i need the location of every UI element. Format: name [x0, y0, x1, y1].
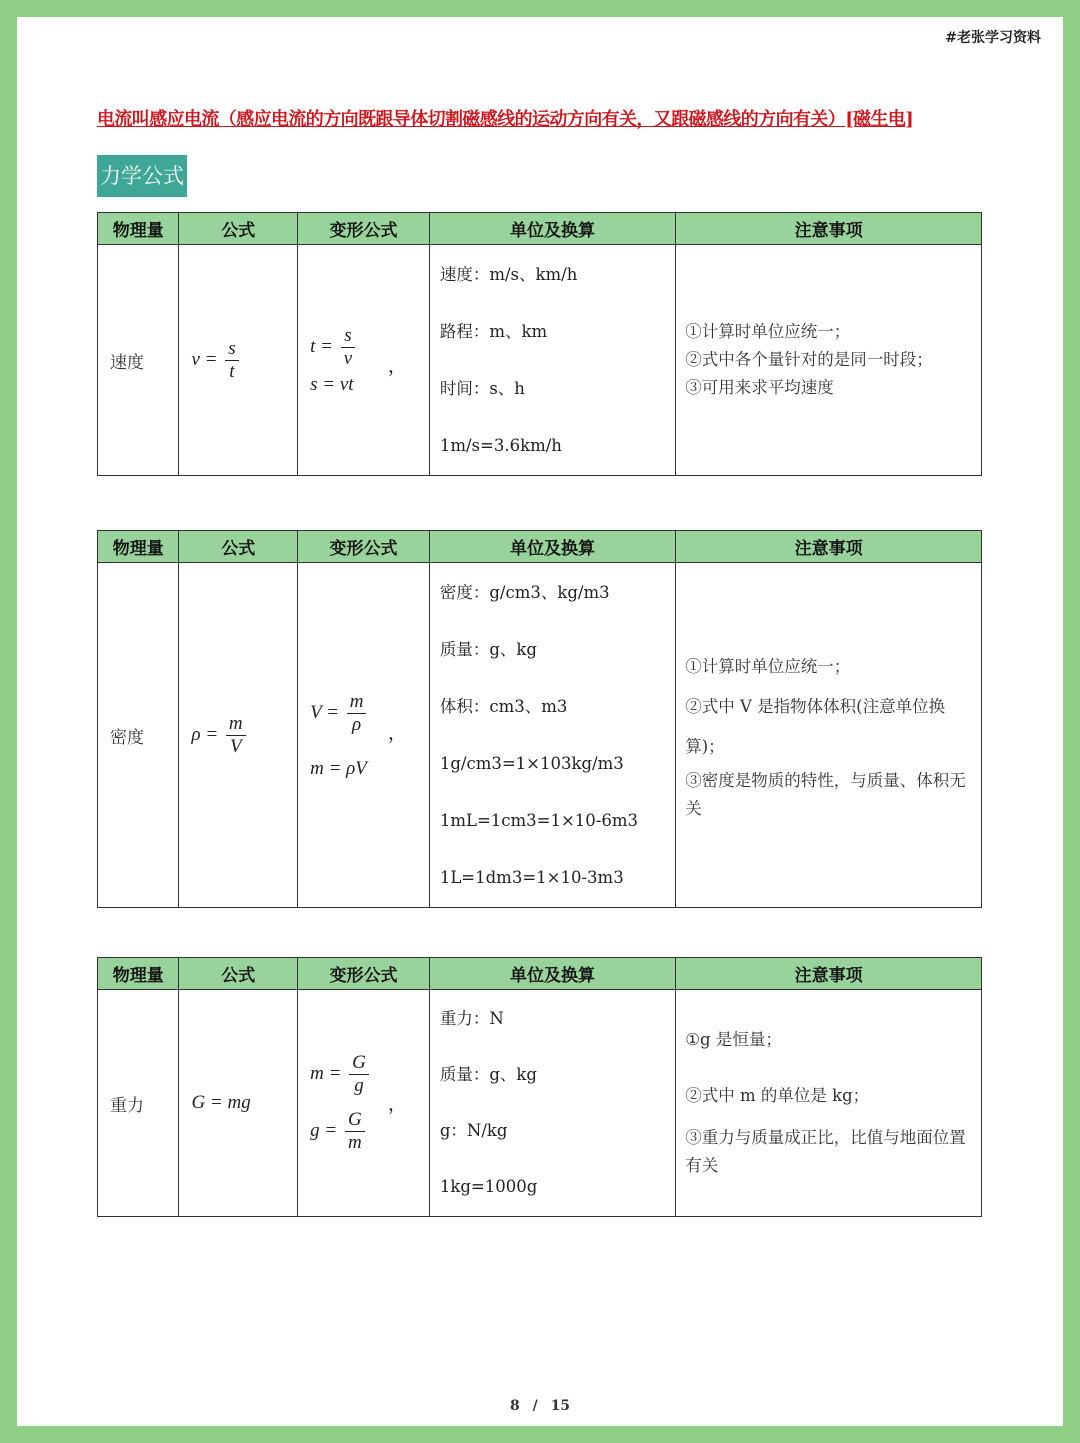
formula-lhs: ρ = — [191, 723, 219, 745]
variant-formula: V = $\frac{m}{\rho}$ — [310, 691, 428, 736]
formula-lhs: v = — [191, 348, 218, 370]
variant-formula: m = $\frac{G}{g}$ — [310, 1052, 428, 1097]
header-formula: 公式 — [179, 531, 298, 563]
header-variant: 变形公式 — [298, 213, 430, 245]
variant-cell — [298, 245, 430, 476]
variant-formula: m = ρV — [310, 757, 367, 779]
header-notes: 注意事项 — [676, 531, 982, 563]
header-formula: 公式 — [179, 213, 298, 245]
section-title: 力学公式 — [97, 155, 187, 197]
note-line: ①计算时单位应统一； — [685, 657, 851, 676]
note-line: ②式中各个量针对的是同一时段； — [685, 350, 933, 369]
formula-cell — [179, 245, 298, 476]
unit-line: g：N/kg — [439, 1121, 508, 1140]
fraction-numerator: s — [225, 338, 238, 361]
current-page: 8 — [509, 1398, 520, 1414]
unit-line: 速度：m/s、km/h — [439, 265, 578, 284]
header-units: 单位及换算 — [429, 958, 675, 990]
header-variant: 变形公式 — [298, 531, 430, 563]
unit-line: 体积：cm3、m3 — [439, 697, 568, 716]
notes-cell — [676, 563, 982, 908]
header-units: 单位及换算 — [429, 531, 675, 563]
quantity-cell: 速度 — [98, 245, 179, 476]
header-notes: 注意事项 — [676, 213, 982, 245]
variant-formula: t = $\frac{s}{v}$ — [310, 325, 428, 370]
unit-line: 1m/s=3.6km/h — [439, 436, 562, 455]
formula-fraction — [226, 713, 246, 758]
header-variant: 变形公式 — [298, 958, 430, 990]
unit-line: 重力：N — [439, 1009, 504, 1028]
comma: ， — [387, 1094, 407, 1116]
table-header-row — [98, 531, 982, 563]
formula-fraction — [225, 338, 238, 383]
units-cell — [429, 245, 675, 476]
note-line: ②式中 V 是指物体体积(注意单位换算)； — [685, 697, 946, 756]
formula-table-speed — [97, 212, 982, 476]
formula-cell — [179, 563, 298, 908]
header-quantity: 物理量 — [98, 531, 179, 563]
note-line: ②式中 m 的单位是 kg； — [685, 1086, 870, 1105]
note-line: ③重力与质量成正比，比值与地面位置有关 — [685, 1128, 966, 1175]
comma: ， — [387, 355, 407, 377]
quantity-cell: 重力 — [98, 990, 179, 1217]
fraction-denominator: V — [229, 735, 242, 757]
page-number — [17, 1398, 1063, 1414]
quantity-cell: 密度 — [98, 563, 179, 908]
table-header-row — [98, 213, 982, 245]
header-formula: 公式 — [179, 958, 298, 990]
unit-line: 1mL=1cm3=1×10-6m3 — [439, 811, 639, 830]
units-cell — [429, 990, 675, 1217]
unit-line: 密度：g/cm3、kg/m3 — [439, 583, 610, 602]
formula-table-density — [97, 530, 982, 908]
header-units: 单位及换算 — [429, 213, 675, 245]
table-header-row — [98, 958, 982, 990]
note-line: ③可用来求平均速度 — [685, 378, 834, 397]
formula-table-gravity — [97, 957, 982, 1217]
unit-line: 路程：m、km — [439, 322, 548, 341]
variant-formula: g = $\frac{G}{m}$ — [310, 1109, 428, 1154]
comma: ， — [387, 722, 407, 744]
document-page — [17, 17, 1063, 1426]
notes-cell — [676, 990, 982, 1217]
table-row — [98, 245, 982, 476]
total-pages: 15 — [550, 1398, 571, 1414]
unit-line: 1g/cm3=1×103kg/m3 — [439, 754, 624, 773]
unit-line: 质量：g、kg — [439, 1065, 537, 1084]
red-heading-line: 电流叫感应电流（感应电流的方向既跟导体切割磁感线的运动方向有关，又跟磁感线的方向有关）[磁生电] — [97, 109, 914, 130]
page-separator: / — [532, 1398, 538, 1414]
variant-cell — [298, 990, 430, 1217]
note-line: ③密度是物质的特性，与质量、体积无关 — [685, 771, 966, 818]
header-quantity: 物理量 — [98, 958, 179, 990]
watermark-tag: #老张学习资料 — [945, 30, 1041, 46]
variant-formula: s = vt — [310, 373, 354, 395]
formula-cell: G = mg — [179, 990, 298, 1217]
notes-cell — [676, 245, 982, 476]
table-row — [98, 990, 982, 1217]
table-row — [98, 563, 982, 908]
variant-cell — [298, 563, 430, 908]
unit-line: 质量：g、kg — [439, 640, 537, 659]
unit-line: 1L=1dm3=1×10-3m3 — [439, 868, 624, 887]
note-line: ①g 是恒量； — [685, 1030, 782, 1049]
header-quantity: 物理量 — [98, 213, 179, 245]
unit-line: 时间：s、h — [439, 379, 525, 398]
unit-line: 1kg=1000g — [439, 1177, 538, 1196]
header-notes: 注意事项 — [676, 958, 982, 990]
fraction-denominator: t — [229, 360, 235, 382]
fraction-numerator: m — [226, 713, 246, 736]
units-cell — [429, 563, 675, 908]
note-line: ①计算时单位应统一； — [685, 322, 851, 341]
